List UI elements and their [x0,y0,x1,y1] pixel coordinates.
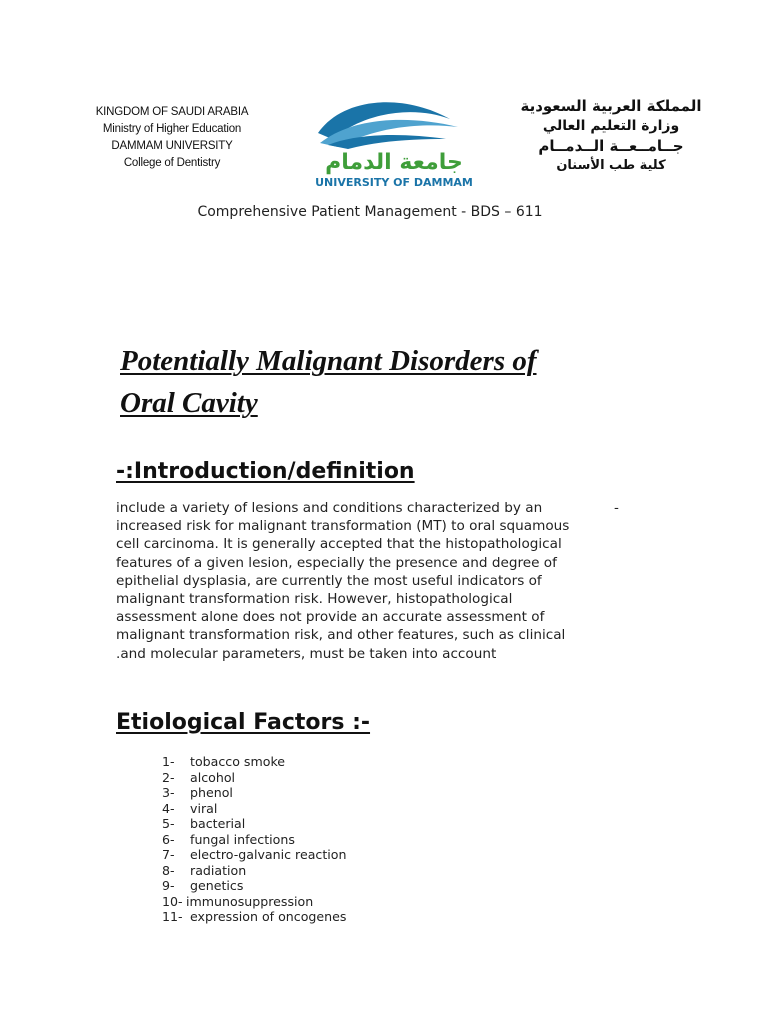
list-item [162,909,346,925]
list-item [162,863,346,879]
list-item-text: expression of oncogenes [190,909,347,924]
list-item-number: 5- [162,816,175,831]
list-item-text: electro-galvanic reaction [190,847,347,862]
intro-line: malignant transformation risk, and other features, such as clinical [116,627,566,644]
intro-line: .and molecular parameters, must be taken into account [116,645,497,662]
university-logo [308,89,480,194]
list-item-text: tobacco smoke [190,754,286,769]
document-title-line-1: Potentially Malignant Disorders of [120,345,537,377]
intro-line: epithelial dysplasia, are currently the most useful indicators of [116,572,542,589]
list-item [162,770,346,786]
list-item [162,847,346,863]
list-item-text: viral [190,800,218,816]
ministry-line: Ministry of Higher Education [102,123,242,135]
list-item-text: alcohol [190,769,236,785]
list-item-number: 11- [162,909,183,924]
document-title-line-2: Oral Cavity [120,387,258,419]
institution-header-english [72,104,272,172]
list-item-number: 4- [162,800,175,816]
introduction-heading: -:Introduction/definition [116,459,415,484]
kingdom-line-arabic: المملكة العربية السعودية [520,97,702,115]
kingdom-line: KINGDOM OF SAUDI ARABIA [95,106,249,118]
university-line: DAMMAM UNIVERSITY [111,140,233,152]
course-title: Comprehensive Patient Management - BDS – 611 [197,204,543,220]
intro-line: increased risk for malignant transformation (MT) to oral squamous [116,518,570,535]
list-item-number: 2- [162,769,175,785]
logo-english-name: UNIVERSITY OF DAMMAM [315,176,473,189]
list-item-text: radiation [190,862,247,878]
list-item-number: 7- [162,847,175,862]
intro-bullet-dash: - [614,500,619,516]
list-item-text: phenol [190,785,233,800]
list-item [162,816,346,832]
institution-header-arabic [500,96,722,176]
list-item [162,801,346,817]
list-item-number: 10- [162,893,183,909]
etiological-factors-list [162,754,346,925]
list-item-text: fungal infections [190,831,295,847]
document-title [120,340,640,424]
list-item [162,754,346,770]
list-item-number: 1- [162,754,175,769]
intro-line: features of a given lesion, especially the presence and degree of [116,554,557,571]
list-item-text: bacterial [190,816,246,831]
university-line-arabic: جــامــعــة الــدمــام [538,137,684,155]
list-item [162,785,346,801]
intro-line: assessment alone does not provide an accurate assessment of [116,609,545,626]
logo-arabic-name: جامعة الدمام [325,150,463,175]
list-item-number: 6- [162,831,175,847]
etiological-factors-heading: Etiological Factors :- [116,710,371,735]
ministry-line-arabic: وزارة التعليم العالي [542,118,680,134]
intro-line: cell carcinoma. It is generally accepted that the histopathological [116,536,562,553]
list-item-text: genetics [190,878,244,893]
introduction-paragraph [116,499,641,663]
intro-line: malignant transformation risk. However, histopathological [116,591,513,608]
college-line-arabic: كلية طب الأسنان [556,158,666,173]
list-item [162,832,346,848]
list-item-number: 3- [162,785,175,800]
list-item-number: 8- [162,862,175,878]
list-item [162,878,346,894]
list-item-number: 9- [162,878,175,893]
list-item [162,894,346,910]
list-item-text: immunosuppression [186,893,314,909]
intro-line-text: include a variety of lesions and conditions characterized by an [116,500,543,516]
intro-line [116,499,641,517]
college-line: College of Dentistry [123,157,221,169]
